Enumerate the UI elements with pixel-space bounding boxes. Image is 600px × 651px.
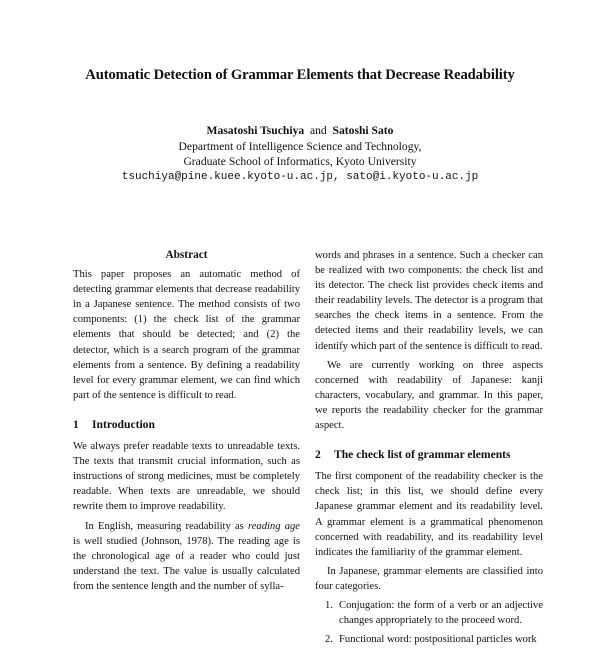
section-1-paragraph-2-start: In English, measuring readability as xyxy=(85,520,248,532)
list-item-number: 2. xyxy=(325,634,333,646)
section-1-title: Introduction xyxy=(92,417,155,431)
section-2-number: 2 xyxy=(315,448,321,462)
grammar-category-list xyxy=(315,598,543,647)
abstract-text: This paper proposes an automatic method of detecting grammar elements that decrease readability in a Japanese sentence. The method consists of two components: (1) the check list of the grammar elements that should be detected; and (2) the detector, which is a search program of the grammar elements from a sentence. By defining a readability level for every grammar element, we can find which part of the sentence is difficult to read. xyxy=(73,269,300,401)
author-names xyxy=(0,123,600,139)
list-item xyxy=(315,598,543,628)
section-1-paragraph-1: We always prefer readable texts to unreadable texts. The texts that transmit crucial information, such as instructions of strong medicines, must be completely readable. When texts are unreadable, we should rewrite them to improve readability. xyxy=(73,441,300,513)
paper-title: Automatic Detection of Grammar Elements that Decrease Readability xyxy=(85,67,515,83)
author-block xyxy=(0,123,600,185)
left-column xyxy=(73,248,300,594)
list-item xyxy=(315,632,543,647)
affiliation-line-1: Department of Intelligence Science and Technology, xyxy=(178,139,422,153)
author-2: Satoshi Sato xyxy=(332,124,394,137)
section-1-heading xyxy=(73,417,300,432)
list-item-text: Conjugation: the form of a verb or an adjective changes appropriately to the proceed word. xyxy=(339,599,543,627)
section-2-title: The check list of grammar elements xyxy=(334,448,511,462)
author-emails: tsuchiya@pine.kuee.kyoto-u.ac.jp, sato@i.kyoto-u.ac.jp xyxy=(121,170,479,183)
right-column xyxy=(315,248,543,651)
right-paragraph-1: words and phrases in a sentence. Such a checker can be realized with two components: the check list and its detector. The check list provides check items and their readability levels. The detector is a program that searches the check items in a sentence. From the detected items and their readability levels, we can identify which part of the sentence is difficult to read. xyxy=(315,250,543,352)
reading-age-term: reading age xyxy=(247,520,300,532)
affiliation-line-2: Graduate School of Informatics, Kyoto University xyxy=(183,155,417,168)
section-2-paragraph-2: In Japanese, grammar elements are classified into four categories. xyxy=(315,565,543,592)
author-conjunction: and xyxy=(309,124,327,137)
abstract-heading: Abstract xyxy=(165,249,208,261)
section-2-heading xyxy=(315,447,543,462)
section-1-paragraph-2-end: is well studied (Johnson, 1978). The reading age is the chronological age of a reader who could just understand the text. The value is usually calculated from the sentence length and the number of sylla- xyxy=(73,535,300,592)
section-1-number: 1 xyxy=(73,417,79,431)
right-paragraph-2: We are currently working on three aspects concerned with readability of Japanese: kanji characters, vocabulary, and grammar. In this paper, we reports the readability checker for the grammar aspect. xyxy=(315,359,543,432)
author-1: Masatoshi Tsuchiya xyxy=(206,124,305,137)
section-2-paragraph-1: The first component of the readability checker is the check list; in this list, we should define every Japanese grammar element and its readability level. A grammar element is a grammatical phenomenon concerned with readability, and its readability level indicates the familiarity of the grammar element. xyxy=(315,471,543,558)
list-item-number: 1. xyxy=(325,599,333,611)
list-item-text: Functional word: postpositional particles work xyxy=(339,634,537,646)
section-1-paragraph-2 xyxy=(73,519,300,594)
